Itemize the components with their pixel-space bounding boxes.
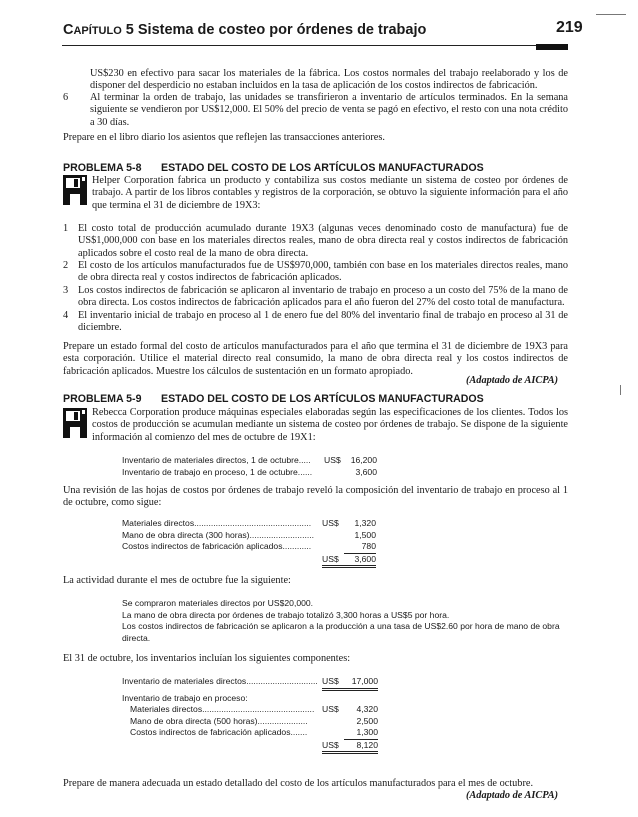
problem-5-8-source: (Adaptado de AICPA) <box>466 375 559 386</box>
chapter-title: CAPÍTULO 5 Sistema de costeo por órdenes de trabajo <box>63 22 427 38</box>
problem-5-9-closing: Prepare de manera adecuada un estado detallado del costo de los artículos manufacturados para el mes de octubre. <box>63 778 534 789</box>
problem-5-9-heading: PROBLEMA 5-9 ESTADO DEL COSTO DE LOS ARTÍCULOS MANUFACTURADOS <box>63 393 484 405</box>
floppy-disk-icon <box>63 408 87 438</box>
scan-edge-line <box>596 14 626 15</box>
table-row: Inventario de materiales directos, 1 de octubre..... US$ 16,200 <box>122 455 377 465</box>
activity-line: Los costos indirectos de fabricación se aplicaron a la producción a una tasa de US$2.60 por hora de mano de obra directa. <box>122 621 560 643</box>
problem-5-8-heading: PROBLEMA 5-8 ESTADO DEL COSTO DE LOS ARTÍCULOS MANUFACTURADOS <box>63 162 484 174</box>
table-subheading: Inventario de trabajo en proceso: <box>122 692 248 703</box>
header-rule <box>62 45 568 46</box>
problem-5-8-item: El costo de los artículos manufacturados fue de US$970,000, también con base en los materiales directos reales, mano de obra directa real y costos indirectos de fabricación aplicados. <box>78 260 568 284</box>
item-number: 1 <box>63 223 69 234</box>
item-number: 6 <box>63 92 69 103</box>
floppy-disk-icon <box>63 175 87 205</box>
item-5-continuation: US$230 en efectivo para sacar los materiales de la fábrica. Los costos normales del trabajo reelaborado y los de disponer del desperdicio no estaban incluidos en la tasa de aplicación de los costos indirectos de fabricación. <box>90 68 568 92</box>
october-activity <box>122 598 568 644</box>
table-row: Inventario de trabajo en proceso, 1 de octubre...... 3,600 <box>122 466 377 477</box>
header-bar <box>536 44 568 50</box>
problem-5-8-closing: Prepare un estado formal del costo de artículos manufacturados para el año que termina el 31 de diciembre de 19X3 para esta corporación. Utilice el material directo real consumido, la mano de obra directa real y los costos indirectos de fabricación aplicados. Muestre los cálculos de sustentación en un formato apropiado. <box>63 341 568 377</box>
review-paragraph: Una revisión de las hojas de costos por órdenes de trabajo reveló la composición del inventario de trabajo en proceso al 1 de octubre, como sigue: <box>63 485 568 509</box>
closing-inventory-table <box>122 676 382 751</box>
activity-intro: La actividad durante el mes de octubre fue la siguiente: <box>63 575 291 586</box>
table-total-row: US$ 3,600 <box>122 554 362 566</box>
problem-5-9-source: (Adaptado de AICPA) <box>466 790 559 801</box>
table-row: Costos indirectos de fabricación aplicados....... 1,300 <box>122 727 382 739</box>
problem-5-9-intro: Rebecca Corporation produce máquinas especiales elaboradas según las especificaciones de los clientes. Todos los costos de producción se acumulan mediante un sistema de costeo por órdenes de trabajo. Se dispone de la siguiente información al comienzo del mes de octubre de 19X1: <box>92 407 568 443</box>
item-number: 3 <box>63 285 69 296</box>
opening-inventory-table <box>122 455 377 478</box>
table-row: Costos indirectos de fabricación aplicados............ 780 <box>122 541 362 553</box>
inventory-intro: El 31 de octubre, los inventarios incluían los siguientes componentes: <box>63 653 351 664</box>
page-number: 219 <box>556 19 583 36</box>
problem-5-8-item: El inventario inicial de trabajo en proceso al 1 de enero fue del 80% del inventario final de trabajo en proceso al 31 de diciembre. <box>78 310 568 334</box>
margin-mark <box>620 385 621 395</box>
problem-5-8-item: Los costos indirectos de fabricación se aplicaron al inventario de trabajo en proceso a un costo del 75% de la mano de obra directa. Los costos indirectos de fabricación aplicados para el año fueron del 27% del costo total de manufactura. <box>78 285 568 309</box>
table-total-row: US$ 8,120 <box>122 740 382 752</box>
prepare-instruction: Prepare en el libro diario los asientos que reflejen las transacciones anteriores. <box>63 132 385 143</box>
table-row: Materiales directos................................................. US$ 1,320 <box>122 518 376 528</box>
table-row: Mano de obra directa (500 horas)..................... 2,500 <box>130 715 378 726</box>
problem-5-8-item: El costo total de producción acumulado durante 19X3 (algunas veces denominado costo de manufactura) fue de US$1,000,000 con base en los materiales directos reales, mano de obra directa real y costos indirectos de fabricación aplicados sobre el costo real de la mano de obra directa. <box>78 223 568 259</box>
activity-line: La mano de obra directa por órdenes de trabajo totalizó 3,300 horas a US$5 por hora. <box>122 609 450 620</box>
item-6-text: Al terminar la orden de trabajo, las unidades se transfirieron a inventario de artículos terminados. En la semana siguiente se vendieron por US$12,000. El 50% del precio de venta se pagó en efectivo, el resto con una nota crédito a 30 días. <box>90 92 568 128</box>
wip-composition-table <box>122 518 376 565</box>
table-row: Inventario de materiales directos.............................. US$ 17,000 <box>122 676 382 688</box>
item-number: 2 <box>63 260 69 271</box>
activity-line: Se compraron materiales directos por US$20,000. <box>122 598 314 608</box>
table-row: Materiales directos............................................... US$ 4,320 <box>130 704 378 714</box>
problem-5-8-intro: Helper Corporation fabrica un producto y contabiliza sus costos mediante un sistema de costeo por órdenes de trabajo. A partir de los libros contables y registros de la corporación, se obtuvo la siguiente información para el año que termina el 31 de diciembre de 19X3: <box>92 175 568 211</box>
item-number: 4 <box>63 310 69 321</box>
table-row: Mano de obra directa (300 horas)........................... 1,500 <box>122 529 376 540</box>
